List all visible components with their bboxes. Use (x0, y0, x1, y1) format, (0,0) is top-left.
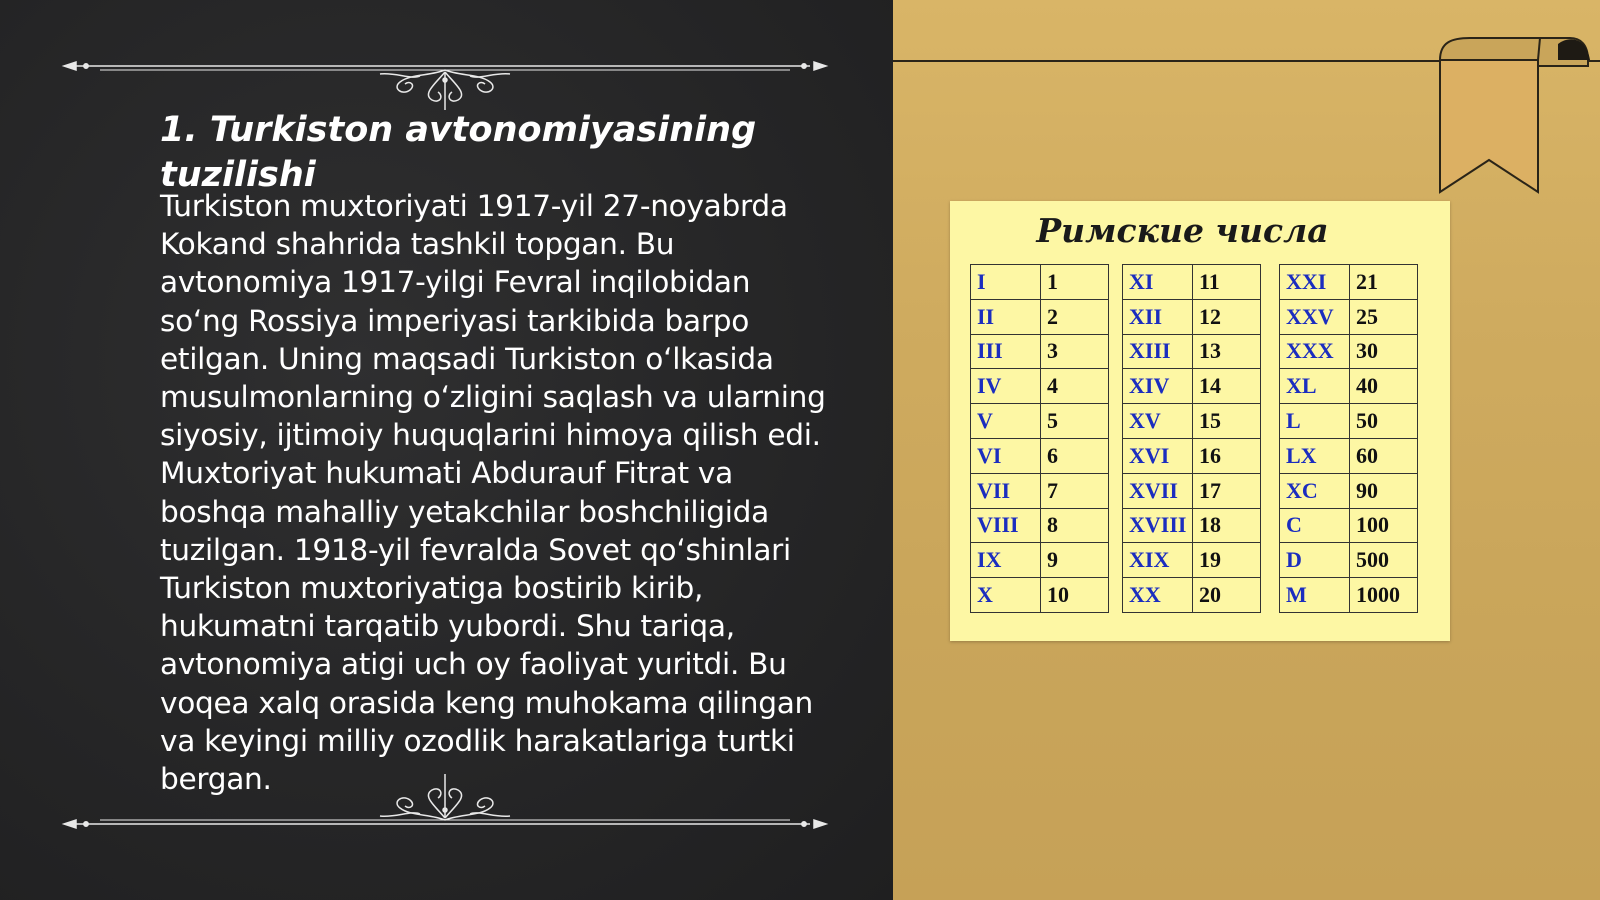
arabic-number-cell: 10 (1041, 578, 1109, 613)
arabic-number-cell: 4 (1041, 369, 1109, 404)
ornament-divider-bottom (60, 774, 830, 834)
roman-numeral-cell: X (971, 578, 1041, 613)
arabic-number-cell: 16 (1193, 438, 1261, 473)
roman-numeral-cell: XVIII (1123, 508, 1193, 543)
roman-numeral-cell: XI (1123, 265, 1193, 300)
bookmark-ribbon-icon (1430, 30, 1600, 200)
arabic-number-cell: 9 (1041, 543, 1109, 578)
arabic-number-cell: 19 (1193, 543, 1261, 578)
roman-table-row (971, 438, 1418, 473)
roman-table-gap (1261, 578, 1280, 613)
arabic-number-cell: 3 (1041, 334, 1109, 369)
roman-numeral-cell: C (1280, 508, 1350, 543)
roman-table-gap (1109, 299, 1123, 334)
roman-numeral-cell: LX (1280, 438, 1350, 473)
roman-table-gap (1261, 508, 1280, 543)
roman-numeral-cell: XIII (1123, 334, 1193, 369)
roman-table-gap (1109, 578, 1123, 613)
roman-numeral-cell: VI (971, 438, 1041, 473)
roman-table-row (971, 334, 1418, 369)
roman-numeral-cell: XL (1280, 369, 1350, 404)
arabic-number-cell: 90 (1350, 473, 1418, 508)
roman-table-gap (1261, 369, 1280, 404)
roman-table-gap (1261, 334, 1280, 369)
roman-table-gap (1261, 265, 1280, 300)
roman-table-gap (1109, 543, 1123, 578)
roman-numeral-cell: V (971, 404, 1041, 439)
arabic-number-cell: 1 (1041, 265, 1109, 300)
roman-numeral-cell: XXV (1280, 299, 1350, 334)
roman-numeral-cell: M (1280, 578, 1350, 613)
roman-numeral-cell: XC (1280, 473, 1350, 508)
roman-table-row (971, 265, 1418, 300)
arabic-number-cell: 6 (1041, 438, 1109, 473)
roman-numerals-table-body (971, 265, 1418, 613)
roman-numeral-cell: XV (1123, 404, 1193, 439)
arabic-number-cell: 100 (1350, 508, 1418, 543)
slide-title: 1. Turkiston avtonomiyasining tuzilishi (160, 110, 757, 195)
roman-table-gap (1109, 508, 1123, 543)
roman-numeral-cell: XVII (1123, 473, 1193, 508)
roman-table-gap (1261, 473, 1280, 508)
arabic-number-cell: 11 (1193, 265, 1261, 300)
arabic-number-cell: 20 (1193, 578, 1261, 613)
roman-table-gap (1109, 369, 1123, 404)
roman-table-row (971, 473, 1418, 508)
roman-numerals-table (970, 264, 1418, 613)
roman-table-gap (1109, 438, 1123, 473)
arabic-number-cell: 25 (1350, 299, 1418, 334)
roman-numerals-card (950, 201, 1450, 641)
arabic-number-cell: 15 (1193, 404, 1261, 439)
arabic-number-cell: 50 (1350, 404, 1418, 439)
roman-table-gap (1261, 438, 1280, 473)
arabic-number-cell: 60 (1350, 438, 1418, 473)
arabic-number-cell: 17 (1193, 473, 1261, 508)
roman-table-row (971, 299, 1418, 334)
arabic-number-cell: 40 (1350, 369, 1418, 404)
roman-table-gap (1109, 404, 1123, 439)
roman-numeral-cell: III (971, 334, 1041, 369)
roman-table-row (971, 543, 1418, 578)
roman-table-row (971, 508, 1418, 543)
roman-table-gap (1109, 334, 1123, 369)
roman-numeral-cell: II (971, 299, 1041, 334)
roman-numeral-cell: VII (971, 473, 1041, 508)
arabic-number-cell: 1000 (1350, 578, 1418, 613)
arabic-number-cell: 21 (1350, 265, 1418, 300)
roman-numeral-cell: XXX (1280, 334, 1350, 369)
roman-table-row (971, 369, 1418, 404)
roman-numeral-cell: XXI (1280, 265, 1350, 300)
arabic-number-cell: 5 (1041, 404, 1109, 439)
ornament-divider-top (60, 50, 830, 110)
roman-numeral-cell: IX (971, 543, 1041, 578)
roman-numeral-cell: XX (1123, 578, 1193, 613)
roman-table-gap (1261, 404, 1280, 439)
roman-numeral-cell: XVI (1123, 438, 1193, 473)
arabic-number-cell: 18 (1193, 508, 1261, 543)
arabic-number-cell: 13 (1193, 334, 1261, 369)
arabic-number-cell: 8 (1041, 508, 1109, 543)
roman-numeral-cell: VIII (971, 508, 1041, 543)
arabic-number-cell: 2 (1041, 299, 1109, 334)
arabic-number-cell: 12 (1193, 299, 1261, 334)
roman-numeral-cell: XIX (1123, 543, 1193, 578)
roman-numeral-cell: I (971, 265, 1041, 300)
arabic-number-cell: 7 (1041, 473, 1109, 508)
roman-numeral-cell: IV (971, 369, 1041, 404)
roman-table-gap (1261, 299, 1280, 334)
roman-table-gap (1261, 543, 1280, 578)
roman-table-row (971, 404, 1418, 439)
arabic-number-cell: 500 (1350, 543, 1418, 578)
roman-numeral-cell: XIV (1123, 369, 1193, 404)
arabic-number-cell: 14 (1193, 369, 1261, 404)
roman-table-row (971, 578, 1418, 613)
slide-body-text: Turkiston muxtoriyati 1917-yil 27-noyabrda Kokand shahrida tashkil topgan. Bu avtonomiya 1917-yilgi Fevral inqilobidan so‘ng Rossiya imperiyasi tarkibida barpo etilgan. Uning maqsadi Turkiston o‘lkasida musulmonlarning o‘zligini saqlash va ularning siyosiy, ijtimoiy huquqlarini himoya qilish edi. Muxtoriyat hukumati Abdurauf Fitrat va boshqa mahalliy yetakchilar boshchiligida tuzilgan. 1918-yil fevralda Sovet qo‘shinlari Turkiston muxtoriyatiga bostirib kirib, hukumatni tarqatib yubordi. Shu tariqa, avtonomiya atigi uch oy faoliyat yuritdi. Bu voqea xalq orasida keng muhokama qilingan va keyingi milliy ozodlik harakatlariga turtki bergan. (160, 189, 826, 797)
roman-table-gap (1109, 473, 1123, 508)
roman-numeral-cell: XII (1123, 299, 1193, 334)
roman-numeral-cell: L (1280, 404, 1350, 439)
roman-numeral-cell: D (1280, 543, 1350, 578)
arabic-number-cell: 30 (1350, 334, 1418, 369)
roman-table-gap (1109, 265, 1123, 300)
roman-numerals-card-title: Римские числа (1036, 211, 1329, 250)
